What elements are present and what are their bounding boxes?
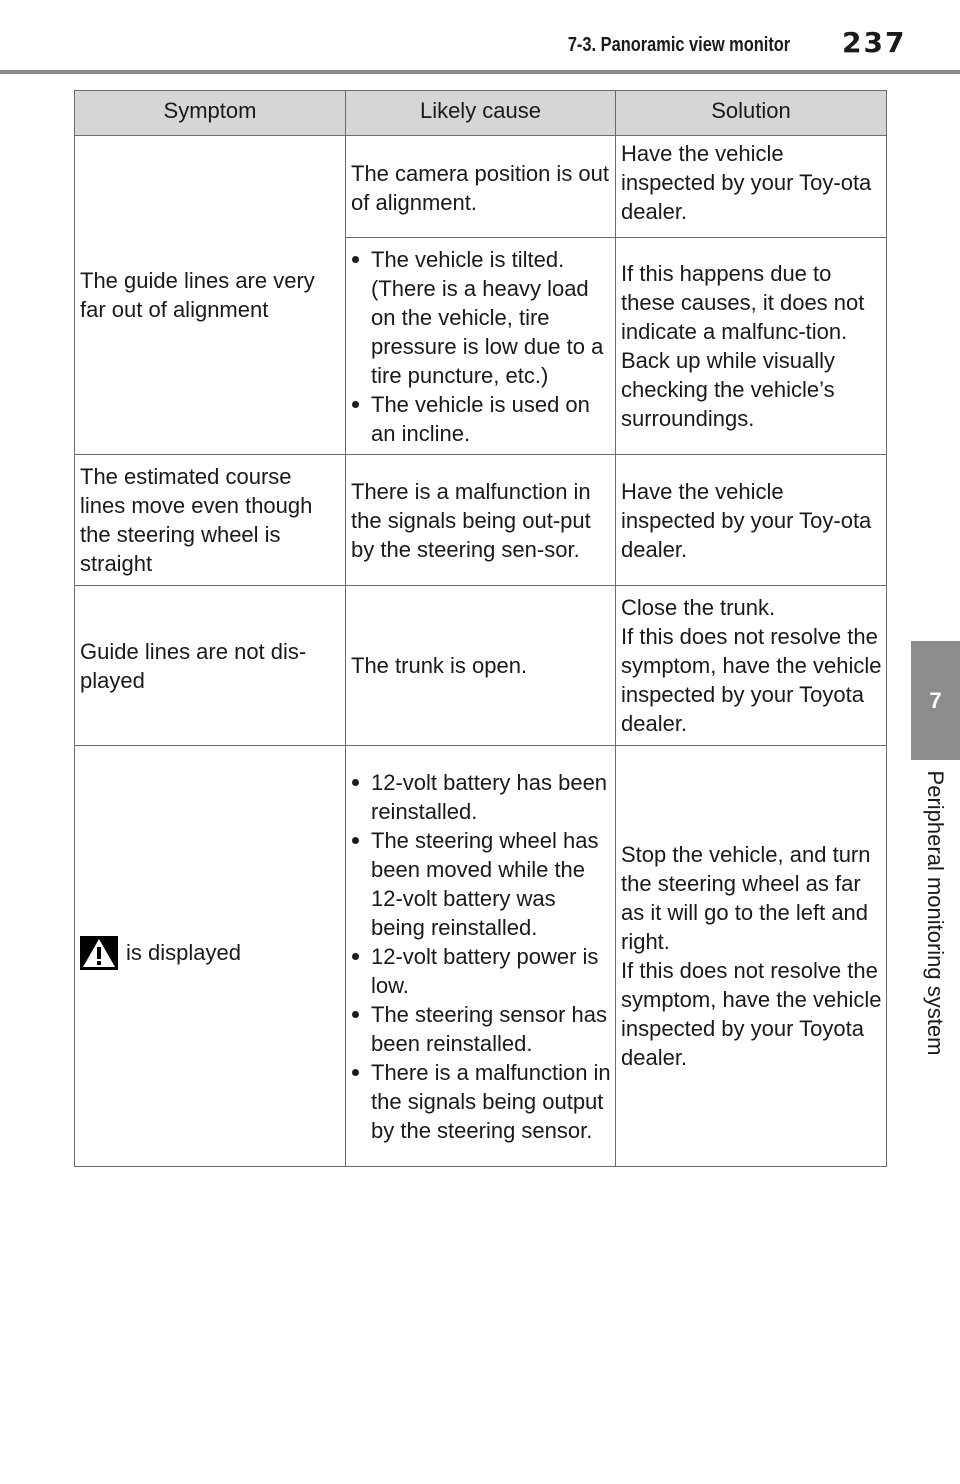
symptom-cell: The estimated course lines move even though the steering wheel is straight <box>75 455 346 586</box>
solution-line: Close the trunk. <box>621 595 776 620</box>
solution-cell: Have the vehicle inspected by your Toy-ota dealer. <box>616 136 887 238</box>
symptom-text: is displayed <box>126 940 241 965</box>
solution-line: Back up while visually checking the vehicle’s surroundings. <box>621 348 835 431</box>
symptom-cell: Guide lines are not dis-played <box>75 586 346 746</box>
list-item: There is a malfunction in the signals being output by the steering sensor. <box>351 1058 611 1145</box>
list-item: The steering sensor has been reinstalled. <box>351 1000 611 1058</box>
column-header-symptom: Symptom <box>75 91 346 136</box>
table-row <box>75 136 887 238</box>
column-header-solution: Solution <box>616 91 887 136</box>
solution-line: If this does not resolve the symptom, have the vehicle inspected by your Toyota dealer. <box>621 958 882 1070</box>
table-header-row <box>75 91 887 136</box>
solution-cell: Have the vehicle inspected by your Toy-ota dealer. <box>616 455 887 586</box>
solution-line: If this does not resolve the symptom, have the vehicle inspected by your Toyota dealer. <box>621 624 882 736</box>
column-header-cause: Likely cause <box>346 91 616 136</box>
list-item: The steering wheel has been moved while the 12-volt battery was being reinstalled. <box>351 826 611 942</box>
symptom-cell <box>75 746 346 1167</box>
cause-cell: The camera position is out of alignment. <box>346 136 616 238</box>
solution-cell <box>616 238 887 455</box>
solution-line: Stop the vehicle, and turn the steering wheel as far as it will go to the left and right. <box>621 842 871 954</box>
chapter-title: Peripheral monitoring system <box>923 770 948 1056</box>
chapter-number: 7 <box>929 687 942 713</box>
cause-cell: There is a malfunction in the signals being out-put by the steering sen-sor. <box>346 455 616 586</box>
list-item: The vehicle is used on an incline. <box>351 390 611 448</box>
cause-cell: The trunk is open. <box>346 586 616 746</box>
symptom-cell: The guide lines are very far out of alignment <box>75 136 346 455</box>
solution-cell <box>616 746 887 1167</box>
table-row <box>75 586 887 746</box>
list-item: The vehicle is tilted. (There is a heavy load on the vehicle, tire pressure is low due to a tire puncture, etc.) <box>351 245 611 390</box>
section-title: 7-3. Panoramic view monitor <box>567 34 790 56</box>
list-item: 12-volt battery has been reinstalled. <box>351 768 611 826</box>
page-number: 237 <box>842 26 907 59</box>
cause-cell <box>346 238 616 455</box>
solution-cell <box>616 586 887 746</box>
list-item: 12-volt battery power is low. <box>351 942 611 1000</box>
chapter-tab[interactable] <box>911 641 960 760</box>
cause-cell <box>346 746 616 1167</box>
warning-exclamation-icon <box>80 936 118 970</box>
header-divider <box>0 70 960 74</box>
solution-line: If this happens due to these causes, it does not indicate a malfunc-tion. <box>621 261 865 344</box>
table-row <box>75 455 887 586</box>
table-row <box>75 746 887 1167</box>
troubleshooting-table <box>74 90 887 1167</box>
